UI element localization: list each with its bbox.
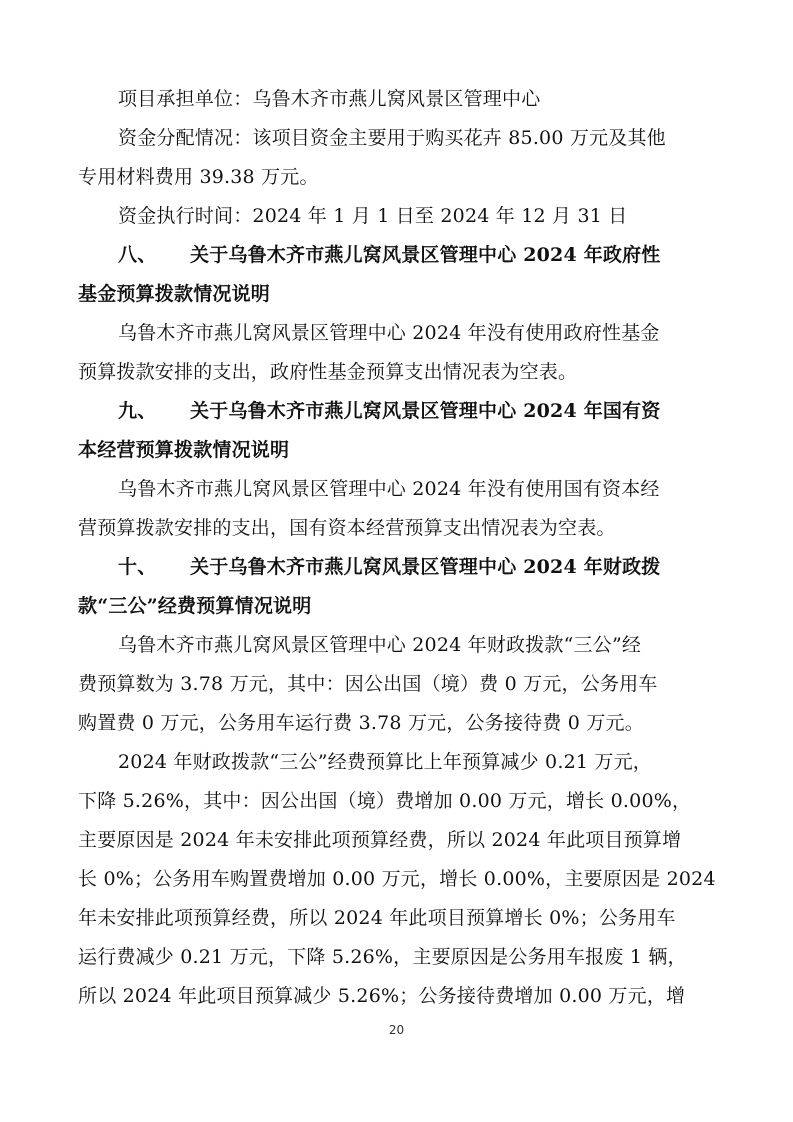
paragraph-line: 预算拨款安排的支出，政府性基金预算支出情况表为空表。 — [78, 361, 578, 383]
section-title: 关于乌鲁木齐市燕儿窝风景区管理中心 2024 年国有资 — [190, 400, 661, 422]
section-title: 关于乌鲁木齐市燕儿窝风景区管理中心 2024 年政府性 — [190, 244, 661, 266]
paragraph-line: 乌鲁木齐市燕儿窝风景区管理中心 2024 年财政拨款“三公”经 — [118, 634, 642, 656]
section-heading-9-continued: 本经营预算拨款情况说明 — [78, 439, 290, 461]
paragraph-line: 费预算数为 3.78 万元，其中：因公出国（境）费 0 万元，公务用车 — [78, 673, 658, 695]
section-heading-8-continued: 基金预算拨款情况说明 — [78, 283, 271, 305]
paragraph-line: 所以 2024 年此项目预算减少 5.26%；公务接待费增加 0.00 万元，增 — [78, 985, 686, 1007]
paragraph-line: 项目承担单位：乌鲁木齐市燕儿窝风景区管理中心 — [118, 88, 541, 110]
paragraph-line: 乌鲁木齐市燕儿窝风景区管理中心 2024 年没有使用国有资本经 — [118, 478, 660, 500]
section-title: 关于乌鲁木齐市燕儿窝风景区管理中心 2024 年财政拨 — [190, 556, 661, 578]
section-heading-10-continued: 款“三公”经费预算情况说明 — [78, 595, 312, 617]
paragraph-line: 2024 年财政拨款“三公”经费预算比上年预算减少 0.21 万元， — [118, 751, 653, 773]
section-number: 九、 — [118, 400, 157, 422]
section-heading-8 — [118, 242, 793, 268]
paragraph-line: 主要原因是 2024 年未安排此项预算经费，所以 2024 年此项目预算增 — [78, 829, 682, 851]
section-number: 八、 — [118, 244, 157, 266]
paragraph-line: 专用材料费用 39.38 万元。 — [78, 166, 319, 188]
paragraph-line: 年未安排此项预算经费，所以 2024 年此项目预算增长 0%；公务用车 — [78, 907, 676, 929]
paragraph-line: 营预算拨款安排的支出，国有资本经营预算支出情况表为空表。 — [78, 517, 616, 539]
section-heading-9 — [118, 398, 793, 424]
paragraph-line: 运行费减少 0.21 万元，下降 5.26%，主要原因是公务用车报废 1 辆， — [78, 946, 687, 968]
paragraph-line: 资金执行时间：2024 年 1 月 1 日至 2024 年 12 月 31 日 — [118, 205, 628, 227]
page-number: 20 — [388, 1023, 405, 1037]
paragraph-line: 长 0%；公务用车购置费增加 0.00 万元，增长 0.00%，主要原因是 2024 — [78, 868, 716, 890]
paragraph-line: 购置费 0 万元，公务用车运行费 3.78 万元，公务接待费 0 万元。 — [78, 712, 644, 734]
paragraph-line: 乌鲁木齐市燕儿窝风景区管理中心 2024 年没有使用政府性基金 — [118, 322, 660, 344]
section-number: 十、 — [118, 556, 157, 578]
paragraph-line: 下降 5.26%，其中：因公出国（境）费增加 0.00 万元，增长 0.00%， — [78, 790, 692, 812]
section-heading-10 — [118, 554, 793, 580]
paragraph-line: 资金分配情况：该项目资金主要用于购买花卉 85.00 万元及其他 — [118, 127, 666, 149]
